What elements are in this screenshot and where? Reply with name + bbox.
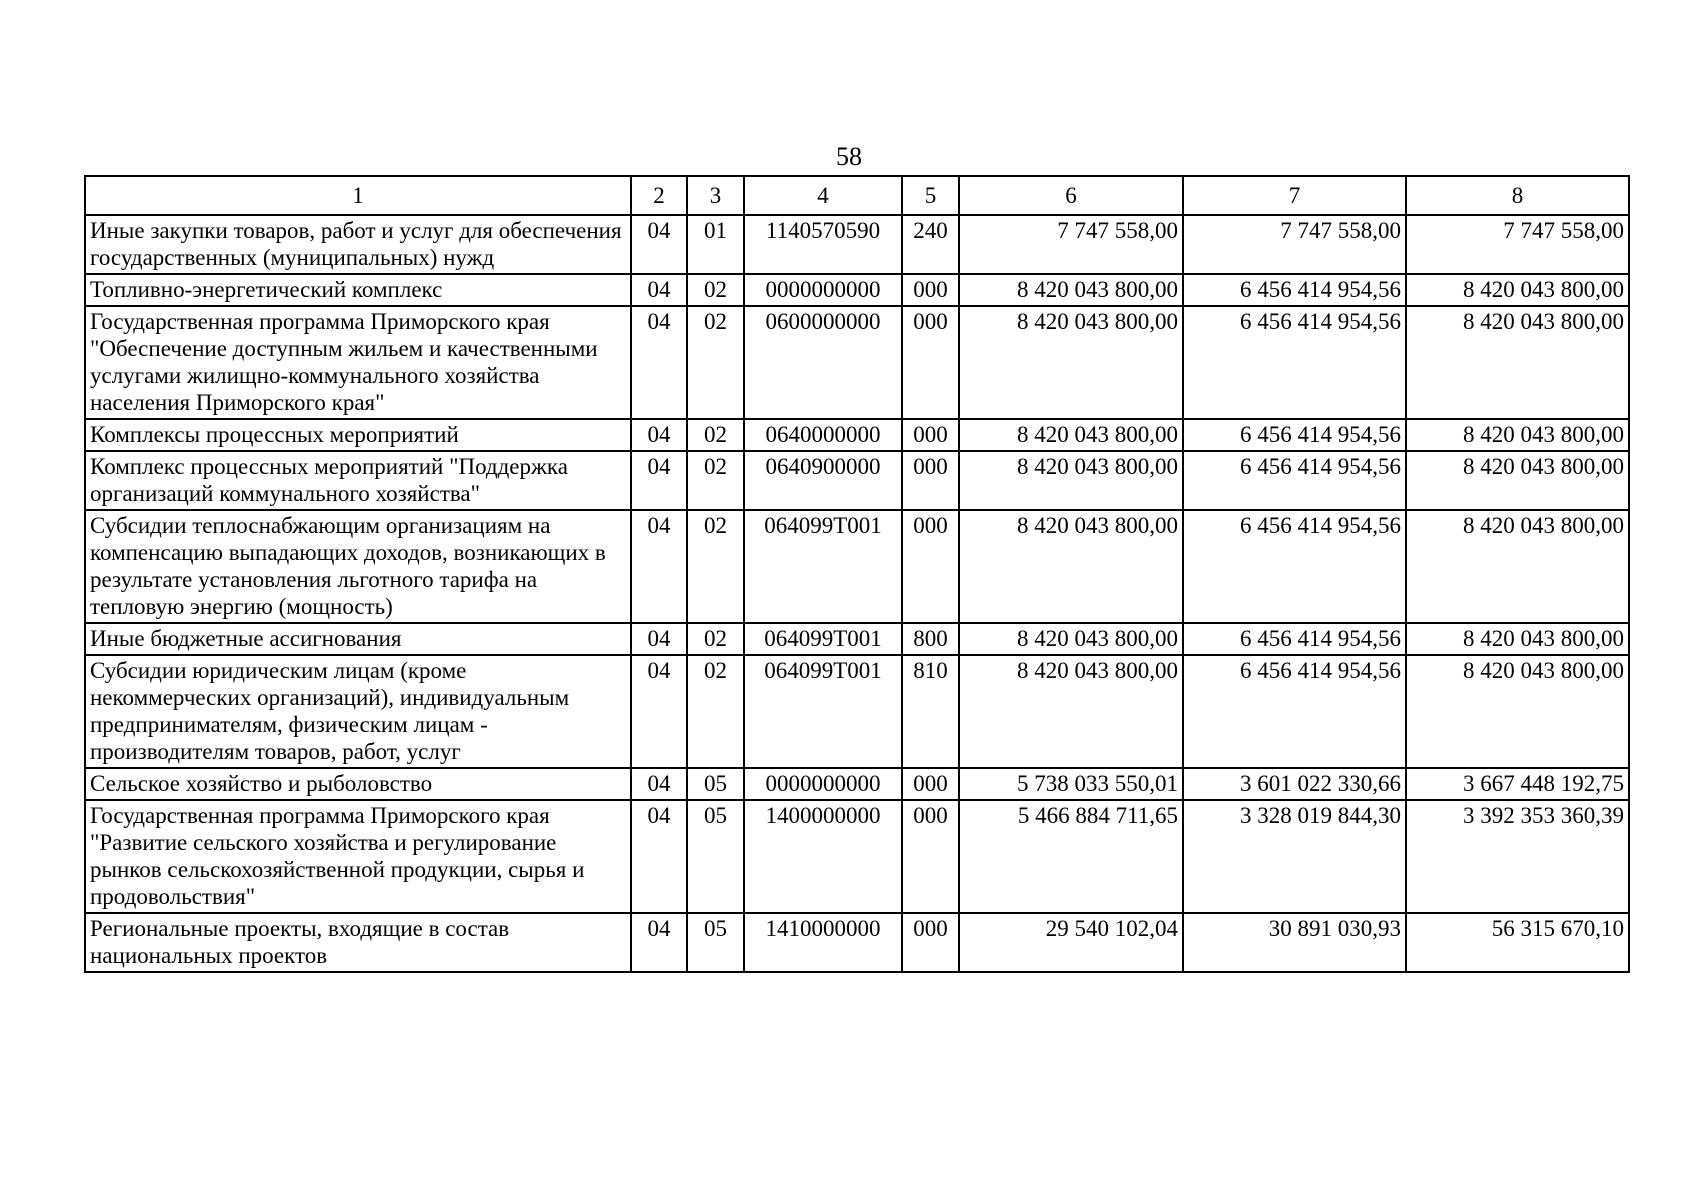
table-row bbox=[85, 768, 1629, 800]
target-article-cell: 0000000000 bbox=[744, 768, 902, 800]
amount-column-7-cell: 6 456 414 954,56 bbox=[1183, 655, 1406, 768]
table-row bbox=[85, 913, 1629, 972]
expense-type-cell: 000 bbox=[902, 419, 959, 451]
amount-column-7-cell: 3 601 022 330,66 bbox=[1183, 768, 1406, 800]
column-header: 8 bbox=[1406, 176, 1629, 215]
table-row bbox=[85, 274, 1629, 306]
row-name-cell: Сельское хозяйство и рыболовство bbox=[85, 768, 631, 800]
row-name-cell: Региональные проекты, входящие в состав национальных проектов bbox=[85, 913, 631, 972]
target-article-cell: 0640900000 bbox=[744, 451, 902, 510]
column-header: 3 bbox=[687, 176, 744, 215]
row-name-cell: Государственная программа Приморского края "Обеспечение доступным жильем и качественными услугами жилищно-коммунального хозяйства населения Приморского края" bbox=[85, 306, 631, 419]
target-article-cell: 064099Т001 bbox=[744, 655, 902, 768]
column-header: 1 bbox=[85, 176, 631, 215]
amount-column-8-cell: 8 420 043 800,00 bbox=[1406, 655, 1629, 768]
table-row bbox=[85, 215, 1629, 274]
table-row bbox=[85, 655, 1629, 768]
amount-column-7-cell: 6 456 414 954,56 bbox=[1183, 274, 1406, 306]
amount-column-8-cell: 8 420 043 800,00 bbox=[1406, 510, 1629, 623]
amount-column-8-cell: 3 392 353 360,39 bbox=[1406, 800, 1629, 913]
expense-type-cell: 000 bbox=[902, 768, 959, 800]
amount-column-6-cell: 8 420 043 800,00 bbox=[959, 451, 1183, 510]
row-name-cell: Субсидии юридическим лицам (кроме некоммерческих организаций), индивидуальным предпринимателям, физическим лицам - производителям товаров, работ, услуг bbox=[85, 655, 631, 768]
section-code-cell: 04 bbox=[631, 800, 687, 913]
column-header: 7 bbox=[1183, 176, 1406, 215]
amount-column-7-cell: 6 456 414 954,56 bbox=[1183, 306, 1406, 419]
expense-type-cell: 000 bbox=[902, 510, 959, 623]
target-article-cell: 0000000000 bbox=[744, 274, 902, 306]
section-code-cell: 04 bbox=[631, 419, 687, 451]
expense-type-cell: 000 bbox=[902, 800, 959, 913]
subsection-code-cell: 05 bbox=[687, 913, 744, 972]
column-header: 2 bbox=[631, 176, 687, 215]
expense-type-cell: 000 bbox=[902, 913, 959, 972]
row-name-cell: Государственная программа Приморского края "Развитие сельского хозяйства и регулирование рынков сельскохозяйственной продукции, сырья и продовольствия" bbox=[85, 800, 631, 913]
target-article-cell: 064099Т001 bbox=[744, 510, 902, 623]
expense-type-cell: 000 bbox=[902, 306, 959, 419]
subsection-code-cell: 05 bbox=[687, 768, 744, 800]
row-name-cell: Комплекс процессных мероприятий "Поддержка организаций коммунального хозяйства" bbox=[85, 451, 631, 510]
section-code-cell: 04 bbox=[631, 306, 687, 419]
row-name-cell: Иные бюджетные ассигнования bbox=[85, 623, 631, 655]
amount-column-8-cell: 8 420 043 800,00 bbox=[1406, 306, 1629, 419]
amount-column-7-cell: 6 456 414 954,56 bbox=[1183, 419, 1406, 451]
row-name-cell: Топливно-энергетический комплекс bbox=[85, 274, 631, 306]
table-row bbox=[85, 306, 1629, 419]
amount-column-6-cell: 8 420 043 800,00 bbox=[959, 274, 1183, 306]
amount-column-6-cell: 8 420 043 800,00 bbox=[959, 306, 1183, 419]
amount-column-6-cell: 8 420 043 800,00 bbox=[959, 419, 1183, 451]
amount-column-6-cell: 7 747 558,00 bbox=[959, 215, 1183, 274]
amount-column-6-cell: 5 738 033 550,01 bbox=[959, 768, 1183, 800]
table-header-row bbox=[85, 176, 1629, 215]
subsection-code-cell: 02 bbox=[687, 655, 744, 768]
expense-type-cell: 000 bbox=[902, 451, 959, 510]
table-row bbox=[85, 800, 1629, 913]
table-row bbox=[85, 623, 1629, 655]
amount-column-6-cell: 8 420 043 800,00 bbox=[959, 623, 1183, 655]
section-code-cell: 04 bbox=[631, 913, 687, 972]
table-row bbox=[85, 451, 1629, 510]
row-name-cell: Субсидии теплоснабжающим организациям на компенсацию выпадающих доходов, возникающих в результате установления льготного тарифа на тепловую энергию (мощность) bbox=[85, 510, 631, 623]
subsection-code-cell: 02 bbox=[687, 510, 744, 623]
section-code-cell: 04 bbox=[631, 451, 687, 510]
subsection-code-cell: 02 bbox=[687, 306, 744, 419]
target-article-cell: 1410000000 bbox=[744, 913, 902, 972]
section-code-cell: 04 bbox=[631, 274, 687, 306]
section-code-cell: 04 bbox=[631, 655, 687, 768]
table-row bbox=[85, 419, 1629, 451]
expense-type-cell: 800 bbox=[902, 623, 959, 655]
amount-column-8-cell: 8 420 043 800,00 bbox=[1406, 419, 1629, 451]
section-code-cell: 04 bbox=[631, 623, 687, 655]
amount-column-7-cell: 6 456 414 954,56 bbox=[1183, 623, 1406, 655]
target-article-cell: 1140570590 bbox=[744, 215, 902, 274]
amount-column-6-cell: 8 420 043 800,00 bbox=[959, 510, 1183, 623]
subsection-code-cell: 02 bbox=[687, 623, 744, 655]
amount-column-8-cell: 8 420 043 800,00 bbox=[1406, 274, 1629, 306]
subsection-code-cell: 02 bbox=[687, 419, 744, 451]
section-code-cell: 04 bbox=[631, 215, 687, 274]
expense-type-cell: 810 bbox=[902, 655, 959, 768]
target-article-cell: 0640000000 bbox=[744, 419, 902, 451]
amount-column-8-cell: 56 315 670,10 bbox=[1406, 913, 1629, 972]
amount-column-8-cell: 3 667 448 192,75 bbox=[1406, 768, 1629, 800]
budget-table bbox=[84, 175, 1630, 973]
column-header: 6 bbox=[959, 176, 1183, 215]
expense-type-cell: 000 bbox=[902, 274, 959, 306]
amount-column-6-cell: 5 466 884 711,65 bbox=[959, 800, 1183, 913]
table-row bbox=[85, 510, 1629, 623]
amount-column-7-cell: 6 456 414 954,56 bbox=[1183, 451, 1406, 510]
subsection-code-cell: 01 bbox=[687, 215, 744, 274]
amount-column-7-cell: 6 456 414 954,56 bbox=[1183, 510, 1406, 623]
subsection-code-cell: 02 bbox=[687, 451, 744, 510]
subsection-code-cell: 02 bbox=[687, 274, 744, 306]
amount-column-6-cell: 29 540 102,04 bbox=[959, 913, 1183, 972]
amount-column-7-cell: 3 328 019 844,30 bbox=[1183, 800, 1406, 913]
amount-column-8-cell: 8 420 043 800,00 bbox=[1406, 623, 1629, 655]
section-code-cell: 04 bbox=[631, 768, 687, 800]
target-article-cell: 1400000000 bbox=[744, 800, 902, 913]
amount-column-7-cell: 30 891 030,93 bbox=[1183, 913, 1406, 972]
subsection-code-cell: 05 bbox=[687, 800, 744, 913]
column-header: 4 bbox=[744, 176, 902, 215]
row-name-cell: Иные закупки товаров, работ и услуг для обеспечения государственных (муниципальных) нужд bbox=[85, 215, 631, 274]
section-code-cell: 04 bbox=[631, 510, 687, 623]
row-name-cell: Комплексы процессных мероприятий bbox=[85, 419, 631, 451]
column-header: 5 bbox=[902, 176, 959, 215]
amount-column-7-cell: 7 747 558,00 bbox=[1183, 215, 1406, 274]
expense-type-cell: 240 bbox=[902, 215, 959, 274]
target-article-cell: 0600000000 bbox=[744, 306, 902, 419]
amount-column-6-cell: 8 420 043 800,00 bbox=[959, 655, 1183, 768]
target-article-cell: 064099Т001 bbox=[744, 623, 902, 655]
amount-column-8-cell: 8 420 043 800,00 bbox=[1406, 451, 1629, 510]
page-number: 58 bbox=[836, 142, 862, 171]
amount-column-8-cell: 7 747 558,00 bbox=[1406, 215, 1629, 274]
